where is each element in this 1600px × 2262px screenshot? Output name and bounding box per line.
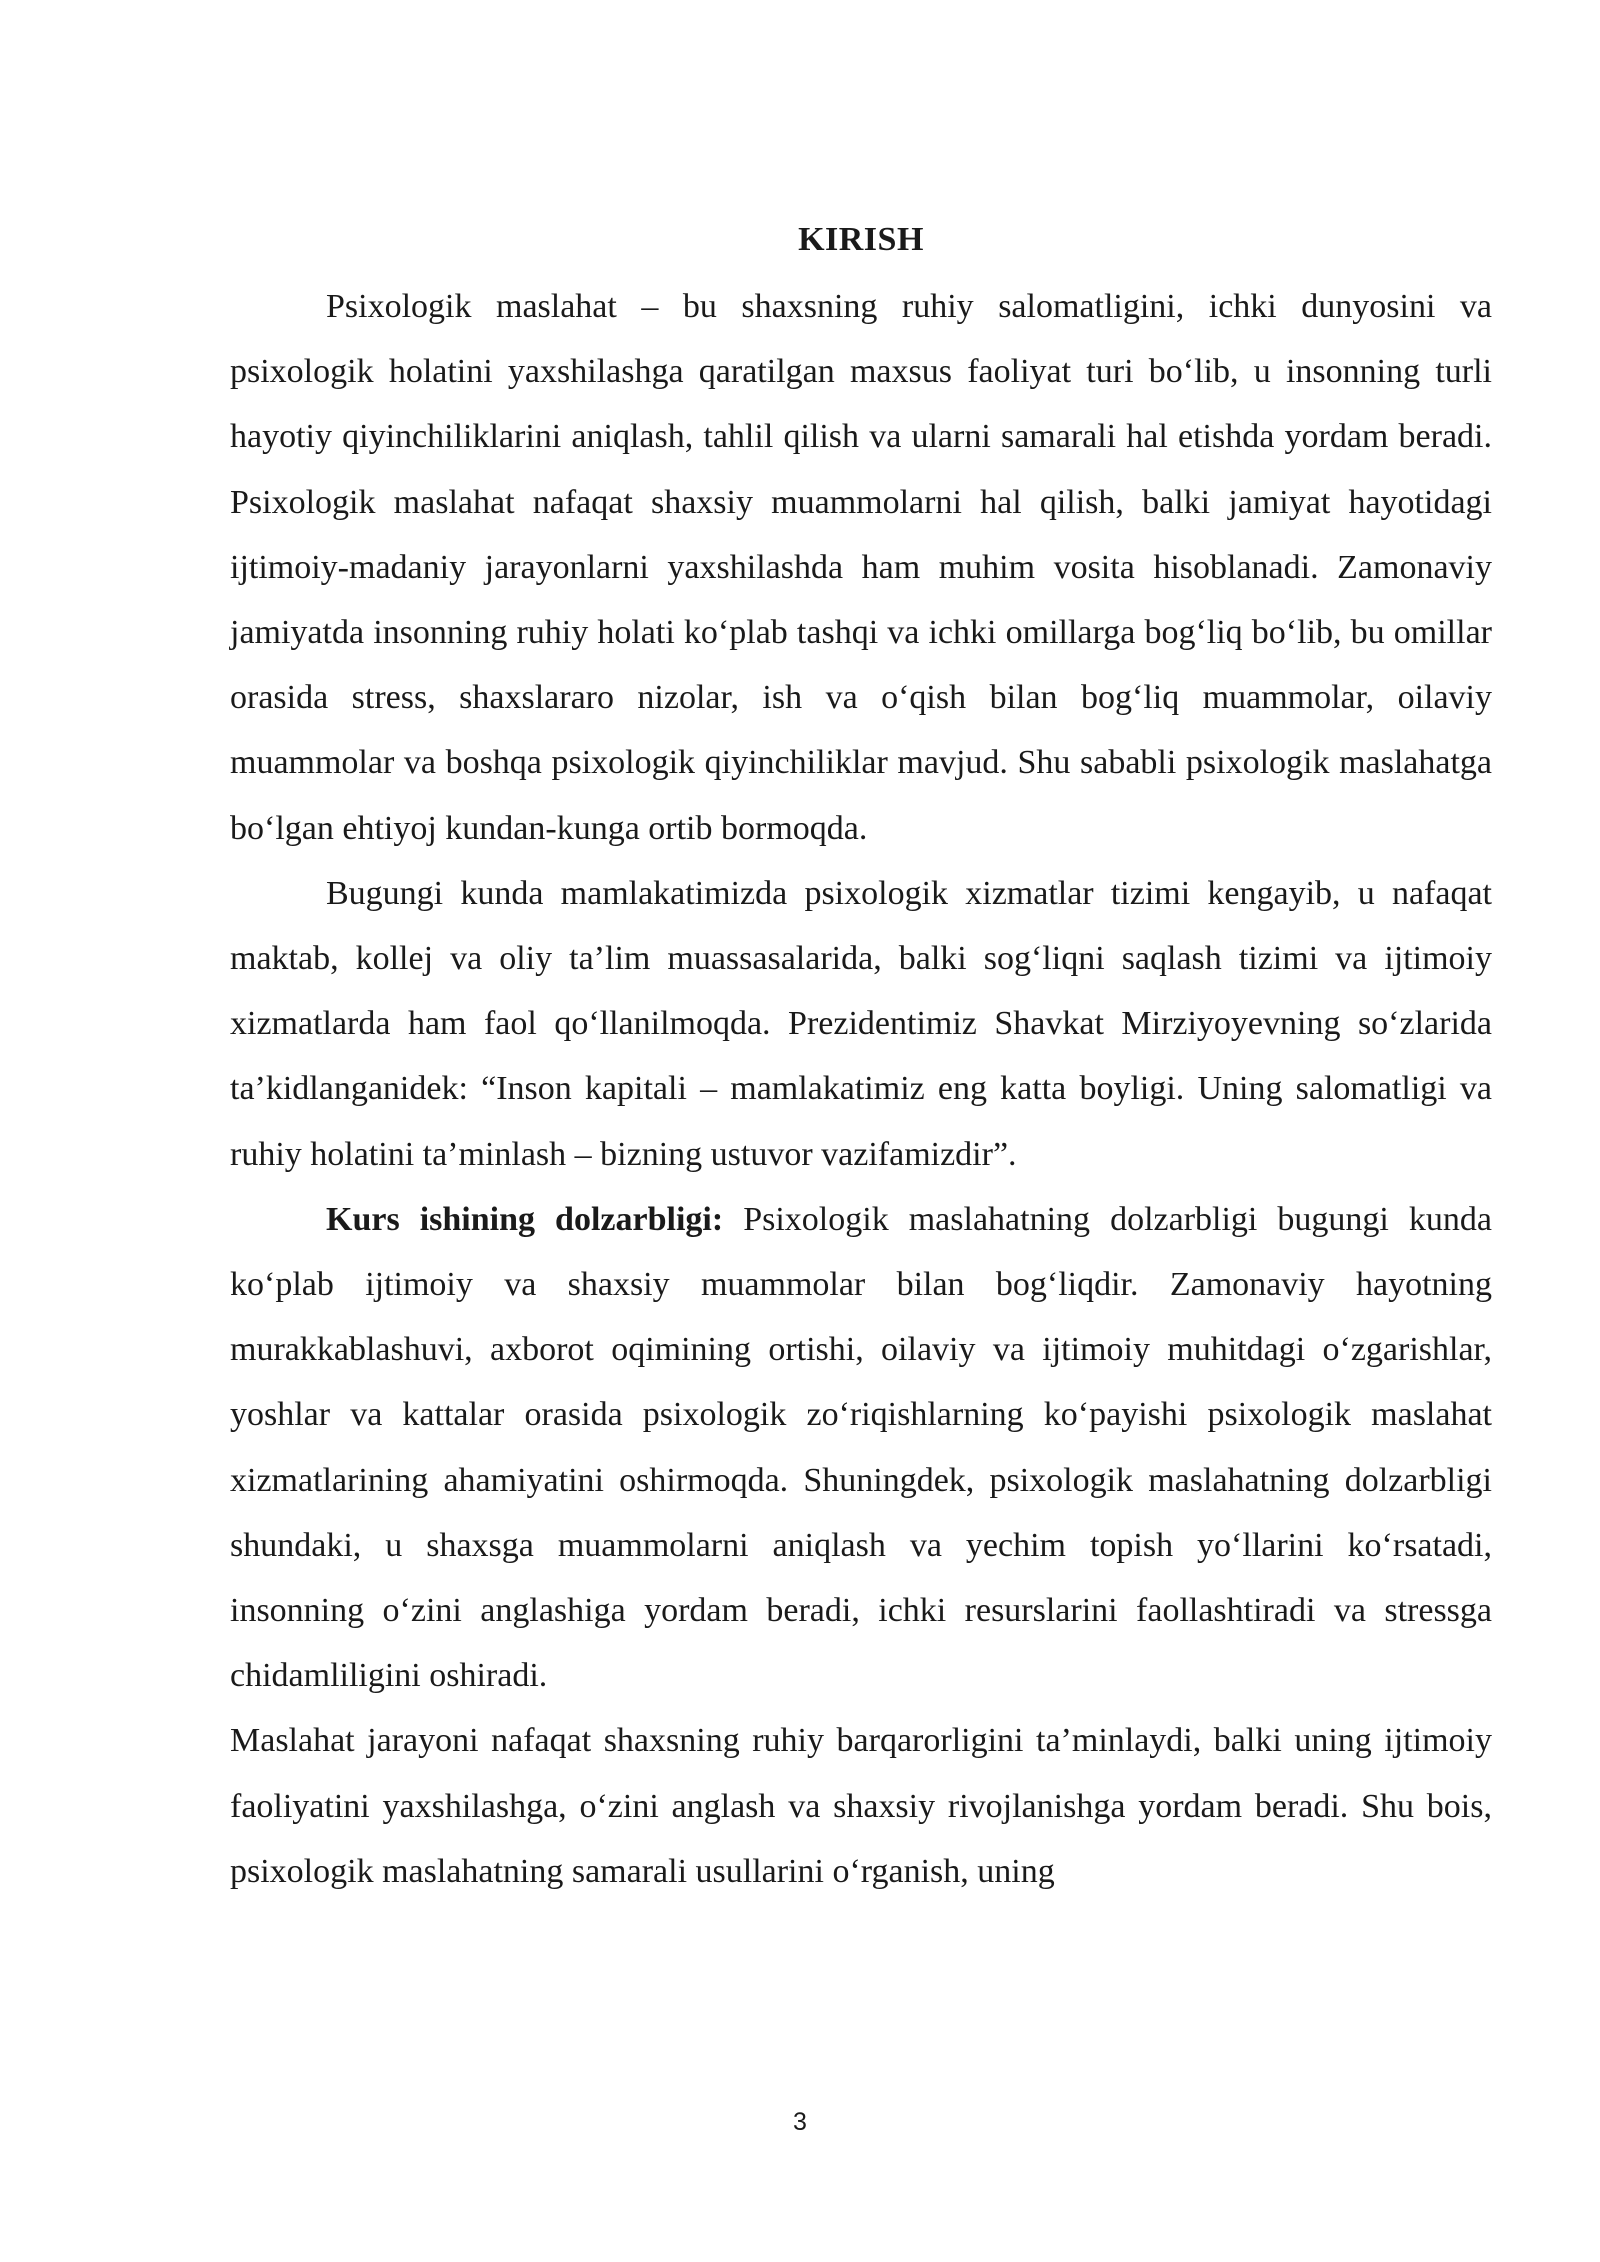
paragraph-relevance [230,1187,1492,1709]
page-number: 3 [793,2108,807,2136]
paragraph-intro: Psixologik maslahat – bu shaxsning ruhiy salomatligini, ichki dunyosini va psixologik holatini yaxshilashga qaratilgan maxsus faoliyat turi bo‘lib, u insonning turli hayotiy qiyinchiliklarini aniqlash, tahlil qilish va ularni samarali hal etishda yordam beradi. Psixologik maslahat nafaqat shaxsiy muammolarni hal qilish, balki jamiyat hayotidagi ijtimoiy-madaniy jarayonlarni yaxshilashda ham muhim vosita hisoblanadi. Zamonaviy jamiyatda insonning ruhiy holati ko‘plab tashqi va ichki omillarga bog‘liq bo‘lib, bu omillar orasida stress, shaxslararo nizolar, ish va o‘qish bilan bog‘liq muammolar, oilaviy muammolar va boshqa psixologik qiyinchiliklar mavjud. Shu sababli psixologik maslahatga bo‘lgan ehtiyoj kundan-kunga ortib bormoqda. [230,288,1492,847]
page-content [230,215,1492,1904]
relevance-label: Kurs ishining dolzarbligi: [326,1200,724,1238]
section-title: KIRISH [798,221,924,258]
paragraph-counseling-process: Maslahat jarayoni nafaqat shaxsning ruhiy barqarorligini ta’minlaydi, balki uning ijtimoiy faoliyatini yaxshilashga, o‘zini anglash va shaxsiy rivojlanishga yordam beradi. Shu bois, psixologik maslahatning samarali usullarini o‘rganish, uning [230,1722,1492,1890]
paragraph-services: Bugungi kunda mamlakatimizda psixologik xizmatlar tizimi kengayib, u nafaqat maktab, kollej va oliy ta’lim muassasalarida, balki sog‘liqni saqlash tizimi va ijtimoiy xizmatlarda ham faol qo‘llanilmoqda. Prezidentimiz Shavkat Mirziyoyevning so‘zlarida ta’kidlanganidek: “Inson kapitali – mamlakatimiz eng katta boyligi. Uning salomatligi va ruhiy holatini ta’minlash – bizning ustuvor vazifamizdir”. [230,874,1492,1173]
relevance-text: Psixologik maslahatning dolzarbligi bugungi kunda ko‘plab ijtimoiy va shaxsiy muammolar bilan bog‘liqdir. Zamonaviy hayotning murakkablashuvi, axborot oqimining ortishi, oilaviy va ijtimoiy muhitdagi o‘zgarishlar, yoshlar va kattalar orasida psixologik zo‘riqishlarning ko‘payishi psixologik maslahat xizmatlarining ahamiyatini oshirmoqda. Shuningdek, psixologik maslahatning dolzarbligi shundaki, u shaxsga muammolarni aniqlash va yechim topish yo‘llarini ko‘rsatadi, insonning o‘zini anglashiga yordam beradi, ichki resurslarini faollashtiradi va stressga chidamliligini oshiradi. [230,1200,1492,1695]
